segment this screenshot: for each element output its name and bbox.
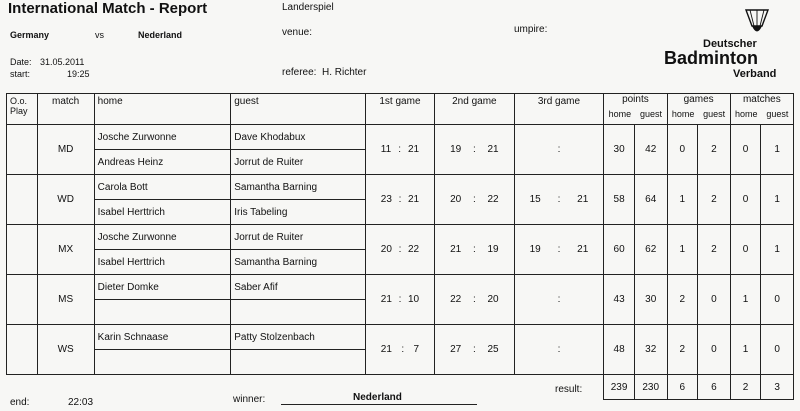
col-game1: 1st game [365, 94, 434, 125]
g3-score [518, 194, 601, 205]
venue-label: venue: [282, 27, 313, 38]
logo-line3: Verband [733, 68, 777, 80]
end-label: end: [10, 397, 30, 408]
total-games-guest: 6 [698, 375, 731, 400]
g2-guest-score: 25 [487, 344, 499, 355]
points-label: points [622, 94, 649, 105]
order-cell [7, 275, 38, 325]
games-guest: 2 [698, 225, 731, 275]
g2-score-cell [435, 175, 515, 225]
games-home: 1 [667, 225, 698, 275]
games-home: 1 [667, 175, 698, 225]
points-guest: 32 [634, 325, 667, 375]
vs-label: vs [95, 30, 104, 40]
home-player: Carola Bott [94, 175, 231, 200]
matches-guest: 1 [761, 125, 794, 175]
g2-score [438, 294, 511, 305]
winner-value: Nederland [353, 392, 402, 403]
g2-score [438, 194, 511, 205]
start-value: 19:25 [67, 69, 90, 79]
g1-home-score: 11 [380, 144, 392, 155]
points-home: 48 [604, 325, 635, 375]
logo-line2: Badminton [664, 48, 758, 68]
total-matches-guest: 3 [761, 375, 794, 400]
points-home: 58 [604, 175, 635, 225]
score-separator: : [472, 144, 476, 155]
match-type: MX [37, 225, 94, 275]
home-player: Josche Zurwonne [94, 125, 231, 150]
games-guest: 2 [698, 125, 731, 175]
g3-score-cell [514, 325, 604, 375]
g1-home-score: 21 [380, 344, 392, 355]
games-guest: 0 [698, 325, 731, 375]
guest-player: Jorrut de Ruiter [231, 225, 366, 250]
points-home: 43 [604, 275, 635, 325]
g1-score-cell [365, 275, 434, 325]
guest-player [231, 300, 366, 325]
referee-value: H. Richter [322, 67, 367, 78]
g1-score-cell [365, 175, 434, 225]
g2-score [438, 244, 511, 255]
g1-home-score: 20 [380, 244, 392, 255]
order-cell [7, 175, 38, 225]
report-title: International Match - Report [8, 0, 208, 17]
score-separator: : [472, 244, 476, 255]
score-separator: : [557, 344, 561, 355]
g2-guest-score: 22 [487, 194, 499, 205]
home-player: Isabel Herttrich [94, 250, 231, 275]
match-row [7, 325, 794, 350]
guest-player: Jorrut de Ruiter [231, 150, 366, 175]
winner-underline [281, 404, 477, 405]
g1-home-score: 21 [380, 294, 392, 305]
points-home: 30 [604, 125, 635, 175]
points-home: 60 [604, 225, 635, 275]
shuttlecock-icon [740, 8, 774, 38]
date-value: 31.05.2011 [40, 57, 85, 67]
g2-home-score: 21 [450, 244, 462, 255]
col-games [667, 94, 730, 125]
g1-score [369, 294, 431, 305]
g1-score-cell [365, 225, 434, 275]
total-points-guest: 230 [634, 375, 667, 400]
match-row [7, 275, 794, 300]
g1-score-cell [365, 125, 434, 175]
g3-score [518, 344, 601, 355]
matches-home-label: home [735, 109, 758, 119]
match-type: MD [37, 125, 94, 175]
g3-score [518, 244, 601, 255]
g3-score-cell [514, 275, 604, 325]
g1-guest-score: 21 [407, 194, 420, 205]
matches-home: 0 [730, 225, 761, 275]
col-points [604, 94, 667, 125]
g3-score [518, 294, 601, 305]
match-type: WS [37, 325, 94, 375]
end-value: 22:03 [68, 397, 94, 408]
points-guest: 62 [634, 225, 667, 275]
match-row [7, 175, 794, 200]
score-separator: : [398, 294, 402, 305]
score-separator: : [472, 294, 476, 305]
g2-score [438, 344, 511, 355]
match-type: WD [37, 175, 94, 225]
home-player: Isabel Herttrich [94, 200, 231, 225]
matches-home: 0 [730, 175, 761, 225]
start-label: start: [10, 69, 31, 79]
logo-line1: Deutscher [703, 38, 757, 50]
g1-guest-score: 22 [407, 244, 420, 255]
order-cell [7, 325, 38, 375]
col-match: match [37, 94, 94, 125]
g3-score-cell [514, 175, 604, 225]
home-player: Andreas Heinz [94, 150, 231, 175]
g2-score [438, 144, 511, 155]
total-games-home: 6 [667, 375, 698, 400]
winner-label: winner: [233, 394, 266, 405]
guest-player: Saber Afif [231, 275, 366, 300]
points-guest: 64 [634, 175, 667, 225]
match-type: MS [37, 275, 94, 325]
matches-home: 0 [730, 125, 761, 175]
match-table [6, 93, 794, 400]
col-game3: 3rd game [514, 94, 604, 125]
g3-score [518, 144, 601, 155]
guest-player: Samantha Barning [231, 175, 366, 200]
g2-score-cell [435, 325, 515, 375]
col-oo-play: O.o. Play [7, 94, 38, 125]
col-home: home [94, 94, 231, 125]
date-label: Date: [10, 57, 32, 67]
score-separator: : [398, 194, 402, 205]
g2-score-cell [435, 275, 515, 325]
g3-home-score: 19 [529, 244, 541, 255]
g2-home-score: 27 [450, 344, 462, 355]
g1-score [369, 344, 431, 355]
g2-home-score: 20 [450, 194, 462, 205]
guest-team: Nederland [138, 30, 183, 40]
games-home: 2 [667, 325, 698, 375]
g3-guest-score: 21 [577, 244, 589, 255]
g1-score [369, 194, 431, 205]
points-home-label: home [608, 109, 632, 119]
g1-score-cell [365, 325, 434, 375]
matches-home: 1 [730, 275, 761, 325]
score-separator: : [472, 344, 476, 355]
g2-score-cell [435, 125, 515, 175]
score-separator: : [472, 194, 476, 205]
home-team: Germany [10, 30, 50, 40]
score-separator: : [557, 244, 561, 255]
matches-home: 1 [730, 325, 761, 375]
games-home: 0 [667, 125, 698, 175]
referee-label: referee: [282, 67, 317, 78]
g3-score-cell [514, 225, 604, 275]
points-guest-label: guest [639, 109, 662, 119]
g1-score [369, 144, 431, 155]
col-guest: guest [231, 94, 366, 125]
col-matches [730, 94, 793, 125]
games-home-label: home [671, 109, 695, 119]
points-guest: 30 [634, 275, 667, 325]
g3-score-cell [514, 125, 604, 175]
col-game2: 2nd game [435, 94, 515, 125]
guest-player: Iris Tabeling [231, 200, 366, 225]
score-separator: : [557, 194, 561, 205]
games-guest: 2 [698, 175, 731, 225]
points-guest: 42 [634, 125, 667, 175]
matches-guest-label: guest [766, 109, 789, 119]
g2-home-score: 19 [450, 144, 462, 155]
games-label: games [683, 94, 714, 105]
score-separator: : [557, 144, 561, 155]
match-row [7, 225, 794, 250]
guest-player: Patty Stolzenbach [231, 325, 366, 350]
g1-guest-score: 21 [407, 144, 420, 155]
score-separator: : [398, 144, 401, 155]
total-points-home: 239 [604, 375, 635, 400]
g3-home-score: 15 [529, 194, 541, 205]
home-player: Karin Schnaase [94, 325, 231, 350]
g2-guest-score: 21 [487, 144, 499, 155]
score-separator: : [557, 294, 561, 305]
match-row [7, 125, 794, 150]
g2-guest-score: 20 [487, 294, 499, 305]
g1-guest-score: 7 [413, 344, 420, 355]
games-guest-label: guest [703, 109, 726, 119]
total-matches-home: 2 [730, 375, 761, 400]
home-player: Dieter Domke [94, 275, 231, 300]
matches-label: matches [742, 94, 781, 105]
guest-player [231, 350, 366, 375]
home-player [94, 300, 231, 325]
games-guest: 0 [698, 275, 731, 325]
guest-player: Samantha Barning [231, 250, 366, 275]
result-label: result: [555, 384, 583, 395]
matches-guest: 1 [761, 175, 794, 225]
event-name: Landerspiel [282, 2, 334, 13]
home-player [94, 350, 231, 375]
umpire-label: umpire: [514, 24, 548, 35]
matches-guest: 1 [761, 225, 794, 275]
order-cell [7, 125, 38, 175]
g3-guest-score: 21 [577, 194, 589, 205]
g2-guest-score: 19 [487, 244, 499, 255]
home-player: Josche Zurwonne [94, 225, 231, 250]
matches-guest: 0 [761, 275, 794, 325]
score-separator: : [401, 344, 405, 355]
g1-home-score: 23 [380, 194, 392, 205]
score-separator: : [398, 244, 402, 255]
g1-guest-score: 10 [407, 294, 420, 305]
header-row [7, 94, 794, 125]
totals-spacer [7, 375, 604, 400]
matches-guest: 0 [761, 325, 794, 375]
g2-home-score: 22 [450, 294, 462, 305]
g1-score [369, 244, 431, 255]
guest-player: Dave Khodabux [231, 125, 366, 150]
g2-score-cell [435, 225, 515, 275]
order-cell [7, 225, 38, 275]
games-home: 2 [667, 275, 698, 325]
